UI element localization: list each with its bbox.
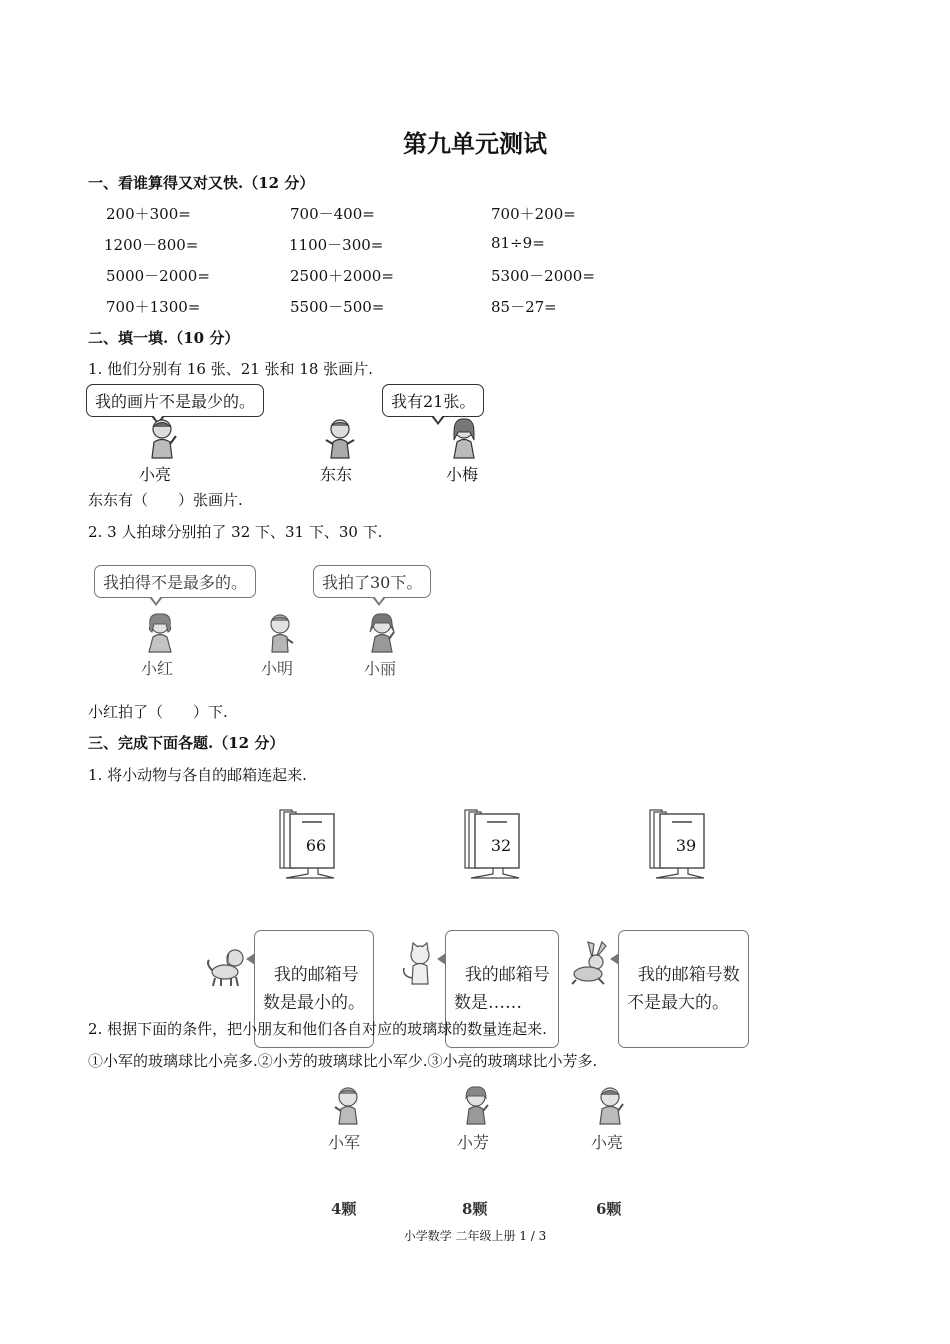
speech-bubble xyxy=(94,565,256,598)
calc-item: 700＋1300= xyxy=(106,298,201,316)
section2-q2-answer: 小红拍了（ ）下. xyxy=(88,703,228,721)
calc-item: 700＋200= xyxy=(491,205,576,223)
marble-count: 6颗 xyxy=(596,1200,622,1218)
boy-figure-icon xyxy=(592,1086,628,1126)
section2-q2-text: 2. 3 人拍球分别拍了 32 下、31 下、30 下. xyxy=(88,523,383,541)
calc-item: 1200－800= xyxy=(104,236,199,254)
kid-name: 东东 xyxy=(320,465,353,484)
section3-q2-text: 2. 根据下面的条件，把小朋友和他们各自对应的玻璃球的数量连起来. xyxy=(88,1020,547,1038)
animal-speech-text: 我的邮箱号数 不是最大的。 xyxy=(627,965,740,1013)
speech-bubble xyxy=(313,565,431,598)
animal-speech-bubble xyxy=(618,930,749,1048)
speech-bubble-text: 我拍了30下。 xyxy=(322,573,423,592)
speech-bubble-text: 我拍得不是最多的。 xyxy=(103,573,248,592)
girl-figure-icon xyxy=(446,418,482,460)
boy-figure-icon xyxy=(144,418,180,460)
mailbox-number: 39 xyxy=(675,836,697,855)
page-title: 第九单元测试 xyxy=(403,129,547,158)
calc-item: 5300－2000= xyxy=(491,267,595,285)
animal-speech-text: 我的邮箱号 数是最小的。 xyxy=(263,965,365,1013)
calc-item: 700－400= xyxy=(290,205,375,223)
kid-name: 小明 xyxy=(261,659,294,678)
kid-name: 小红 xyxy=(141,659,174,678)
cat-icon xyxy=(398,942,438,988)
girl-figure-icon xyxy=(364,612,400,654)
mailbox-number: 66 xyxy=(305,836,327,855)
speech-bubble-text: 我有21张。 xyxy=(391,392,476,411)
kid-name: 小亮 xyxy=(139,465,172,484)
speech-bubble xyxy=(382,384,484,417)
calc-item: 85－27= xyxy=(491,298,557,316)
calc-item: 81÷9= xyxy=(491,234,545,252)
rabbit-icon xyxy=(568,940,616,988)
speech-bubble xyxy=(86,384,264,417)
page-footer: 小学数学 二年级上册 1 / 3 xyxy=(403,1229,547,1243)
section2-heading: 二、填一填.（10 分） xyxy=(88,329,240,347)
calc-item: 5500－500= xyxy=(290,298,385,316)
boy-figure-icon xyxy=(262,612,298,654)
girl-figure-icon xyxy=(458,1086,494,1126)
calc-item: 5000－2000= xyxy=(106,267,210,285)
kid-name: 小梅 xyxy=(446,465,479,484)
mailbox xyxy=(278,808,338,882)
marble-count: 4颗 xyxy=(331,1200,357,1218)
calc-item: 2500＋2000= xyxy=(290,267,394,285)
kid-name: 小丽 xyxy=(364,659,397,678)
kid-name: 小亮 xyxy=(591,1133,624,1152)
mailbox xyxy=(648,808,708,882)
section3-heading: 三、完成下面各题.（12 分） xyxy=(88,734,285,752)
boy-figure-icon xyxy=(330,1086,366,1126)
section1-heading: 一、看谁算得又对又快.（12 分） xyxy=(88,174,315,192)
calc-item: 1100－300= xyxy=(289,236,384,254)
mailbox xyxy=(463,808,523,882)
kid-name: 小芳 xyxy=(457,1133,490,1152)
section2-q1-text: 1. 他们分别有 16 张、21 张和 18 张画片. xyxy=(88,360,373,378)
section3-q2-conditions: ①小军的玻璃球比小亮多.②小芳的玻璃球比小军少.③小亮的玻璃球比小芳多. xyxy=(88,1052,598,1070)
girl-figure-icon xyxy=(142,612,178,654)
speech-bubble-text: 我的画片不是最少的。 xyxy=(95,392,256,411)
mailbox-number: 32 xyxy=(490,836,512,855)
marble-count: 8颗 xyxy=(462,1200,488,1218)
animal-speech-text: 我的邮箱号 数是…… xyxy=(454,965,550,1013)
dog-icon xyxy=(203,944,249,988)
calc-item: 200＋300= xyxy=(106,205,191,223)
section3-q1-text: 1. 将小动物与各自的邮箱连起来. xyxy=(88,766,307,784)
section2-q1-answer: 东东有（ ）张画片. xyxy=(88,491,243,509)
boy-figure-icon xyxy=(322,418,358,460)
kid-name: 小军 xyxy=(328,1133,361,1152)
